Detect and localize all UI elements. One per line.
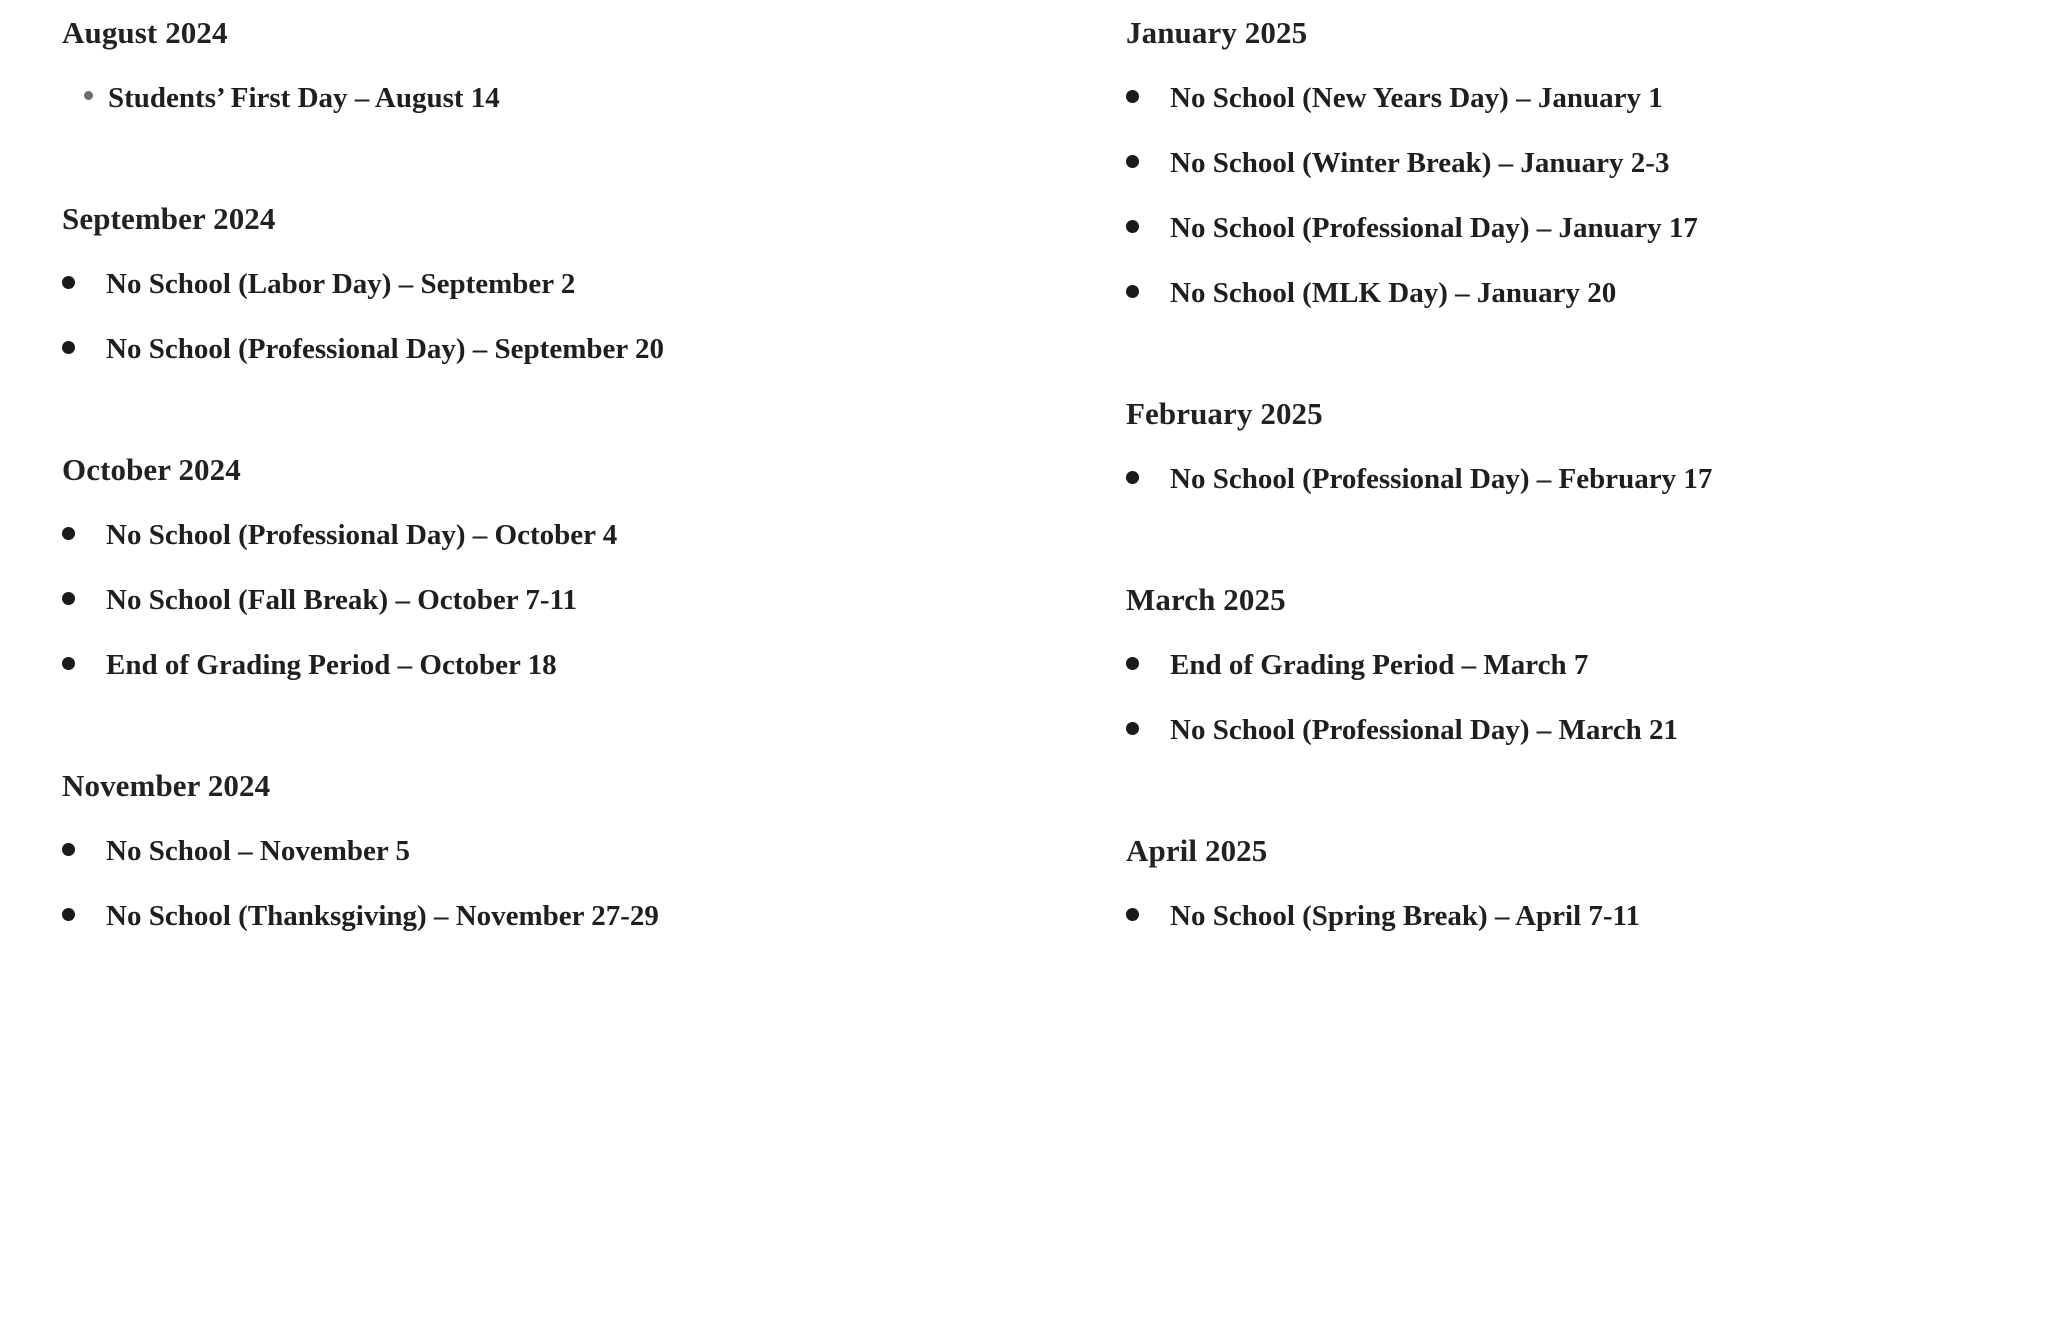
list-item <box>62 833 1100 869</box>
section-spacer <box>1126 497 2048 581</box>
bullet-dot-icon <box>1126 220 1139 233</box>
bullet-dot-icon <box>1126 90 1139 103</box>
heading-spacer <box>62 52 1100 80</box>
month-items-september-2024 <box>62 266 1100 367</box>
list-item <box>1126 210 2048 246</box>
section-spacer <box>62 683 1100 767</box>
list-item <box>1126 145 2048 181</box>
list-item-label: No School (Professional Day) – February 17 <box>1170 463 1713 495</box>
month-items-march-2025 <box>1126 647 2048 748</box>
bullet-dot-icon <box>1126 285 1139 298</box>
list-item-label: End of Grading Period – March 7 <box>1170 649 1589 681</box>
list-item-label: Students’ First Day – August 14 <box>108 82 500 114</box>
calendar-column-right <box>1100 0 2048 934</box>
month-heading-april-2025: April 2025 <box>1126 833 1268 868</box>
list-item <box>1126 80 2048 116</box>
bullet-icon <box>1126 210 1170 246</box>
month-heading-november-2024: November 2024 <box>62 768 271 803</box>
bullet-icon <box>62 331 106 367</box>
month-items-february-2025 <box>1126 461 2048 497</box>
heading-spacer <box>1126 52 2048 80</box>
list-item <box>62 517 1100 553</box>
heading-spacer <box>1126 870 2048 898</box>
month-heading-september-2024: September 2024 <box>62 201 276 236</box>
list-item <box>1126 461 2048 497</box>
list-item-label: No School (Professional Day) – October 4 <box>106 519 618 551</box>
list-item-label: No School (Professional Day) – March 21 <box>1170 714 1679 746</box>
bullet-icon <box>1126 80 1170 116</box>
item-spacer <box>1126 683 2048 712</box>
bullet-dot-icon <box>1126 471 1139 484</box>
heading-spacer <box>62 805 1100 833</box>
bullet-icon <box>62 266 106 302</box>
bullet-dot-icon <box>1126 722 1139 735</box>
heading-spacer <box>62 489 1100 517</box>
bullet-dot-icon <box>1126 908 1139 921</box>
month-block-october-2024 <box>62 451 1100 683</box>
bullet-dot-icon <box>62 276 75 289</box>
month-items-april-2025 <box>1126 898 2048 934</box>
bullet-icon <box>1126 647 1170 683</box>
heading-spacer <box>1126 433 2048 461</box>
list-item-label: End of Grading Period – October 18 <box>106 649 557 681</box>
list-item-label: No School (Winter Break) – January 2-3 <box>1170 147 1670 179</box>
calendar-column-left <box>0 0 1100 934</box>
month-block-april-2025 <box>1126 832 2048 934</box>
section-spacer <box>62 367 1100 451</box>
month-block-november-2024 <box>62 767 1100 934</box>
bullet-icon <box>1126 898 1170 934</box>
list-item-label: No School (Spring Break) – April 7-11 <box>1170 900 1640 932</box>
list-item <box>1126 647 2048 683</box>
bullet-icon <box>62 898 106 934</box>
bullet-dot-icon <box>1126 155 1139 168</box>
list-item-label: No School (Professional Day) – January 17 <box>1170 212 1698 244</box>
bullet-icon <box>62 582 106 618</box>
list-item-label: No School (MLK Day) – January 20 <box>1170 277 1617 309</box>
month-heading-august-2024: August 2024 <box>62 15 228 50</box>
month-items-november-2024 <box>62 833 1100 934</box>
list-item <box>62 898 1100 934</box>
bullet-icon <box>1126 145 1170 181</box>
bullet-dot-icon <box>62 908 75 921</box>
bullet-dot-icon <box>1126 657 1139 670</box>
bullet-icon <box>62 517 106 553</box>
list-item <box>62 266 1100 302</box>
month-items-january-2025 <box>1126 80 2048 311</box>
list-item <box>1126 712 2048 748</box>
bullet-dot-icon <box>62 843 75 856</box>
list-item <box>1126 898 2048 934</box>
month-block-september-2024 <box>62 200 1100 367</box>
month-heading-october-2024: October 2024 <box>62 452 241 487</box>
bullet-icon <box>62 833 106 869</box>
bullet-dot-icon <box>84 91 93 100</box>
month-heading-january-2025: January 2025 <box>1126 15 1308 50</box>
bullet-dot-icon <box>62 657 75 670</box>
section-spacer <box>1126 311 2048 395</box>
item-spacer <box>1126 246 2048 275</box>
section-spacer <box>1126 748 2048 832</box>
bullet-dot-icon <box>62 592 75 605</box>
list-item-label: No School (Labor Day) – September 2 <box>106 268 576 300</box>
list-item-label: No School – November 5 <box>106 835 410 867</box>
list-item <box>62 80 1100 116</box>
item-spacer <box>1126 181 2048 210</box>
month-block-february-2025 <box>1126 395 2048 497</box>
month-items-october-2024 <box>62 517 1100 683</box>
month-items-august-2024 <box>62 80 1100 116</box>
bullet-icon <box>62 647 106 683</box>
bullet-dot-icon <box>62 341 75 354</box>
item-spacer <box>62 302 1100 331</box>
heading-spacer <box>62 238 1100 266</box>
list-item <box>62 582 1100 618</box>
month-block-march-2025 <box>1126 581 2048 748</box>
month-heading-march-2025: March 2025 <box>1126 582 1286 617</box>
bullet-icon <box>1126 275 1170 311</box>
month-block-january-2025 <box>1126 14 2048 311</box>
item-spacer <box>62 553 1100 582</box>
list-item-label: No School (Fall Break) – October 7-11 <box>106 584 577 616</box>
item-spacer <box>62 869 1100 898</box>
item-spacer <box>1126 116 2048 145</box>
heading-spacer <box>1126 619 2048 647</box>
section-spacer <box>62 116 1100 200</box>
list-item <box>62 331 1100 367</box>
list-item-label: No School (New Years Day) – January 1 <box>1170 82 1663 114</box>
month-heading-february-2025: February 2025 <box>1126 396 1323 431</box>
list-item-label: No School (Thanksgiving) – November 27-29 <box>106 900 659 932</box>
list-item <box>1126 275 2048 311</box>
bullet-dot-icon <box>62 527 75 540</box>
bullet-icon <box>1126 712 1170 748</box>
bullet-icon <box>62 80 108 116</box>
item-spacer <box>62 618 1100 647</box>
month-block-august-2024 <box>62 14 1100 116</box>
list-item <box>62 647 1100 683</box>
list-item-label: No School (Professional Day) – September 20 <box>106 333 664 365</box>
bullet-icon <box>1126 461 1170 497</box>
